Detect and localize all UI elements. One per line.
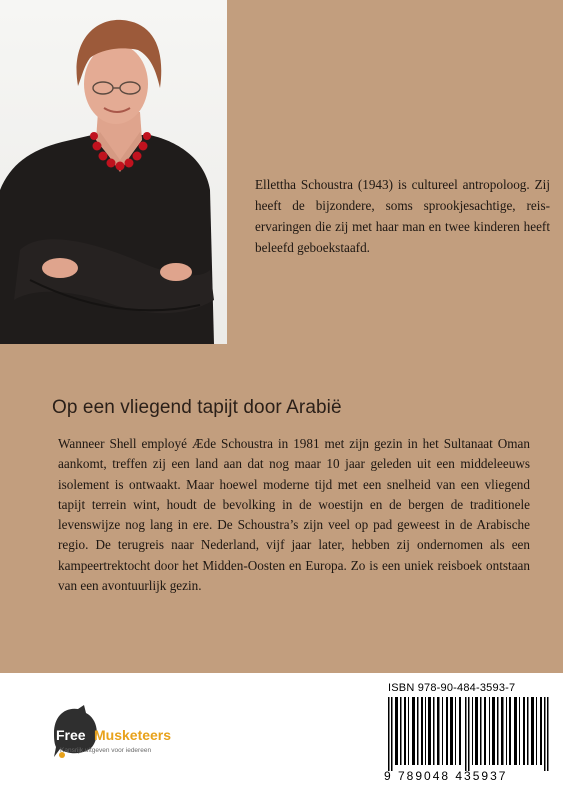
book-title: Op een vliegend tapijt door Arabië <box>52 397 342 418</box>
barcode-icon <box>388 697 552 771</box>
barcode-number: 9 789048 435937 <box>384 769 508 783</box>
isbn-label: ISBN 978-90-484-3593-7 <box>388 682 516 694</box>
book-blurb: Wanneer Shell employé Æde Schoustra in 1981 met zijn gezin in het Sultanaat Oman aankomt, treffen zij een land aan dat nog maar 10 jaar geleden uit een middeleeuws isolement is ontwaakt. Maar hoewel moderne tijd met een snelheid van een vliegend tapijt terrein wint, houdt de bevolking in de woestijn en de bergen de traditionele levenswijze nog lang in ere. De Schoustra’s zijn veel op pad geweest in de Arabische regio. De terugreis naar Nederland, vijf jaar later, hebben zij ondernomen als een kampeertrektocht door het Midden-Oosten en Europa. Zo is een uniek reisboek ontstaan van een avontuurlijk gezin. <box>58 436 530 594</box>
author-portrait-icon <box>0 0 227 344</box>
publisher-logo <box>50 703 190 763</box>
publisher-tagline: Kansrijk uitgeven voor iedereen <box>60 747 152 754</box>
publisher-name-musketeers: Musketeers <box>94 727 172 743</box>
barcode-area <box>384 681 554 791</box>
author-photo <box>0 0 227 344</box>
author-bio: Ellettha Schoustra (1943) is cultureel antropoloog. Zij heeft de bijzondere, soms sprookjesachtige, reiservaringen die zij met haar man en twee kinderen heeft beleefd geboekstaafd. <box>255 177 550 255</box>
publisher-name-free: Free <box>56 727 86 743</box>
